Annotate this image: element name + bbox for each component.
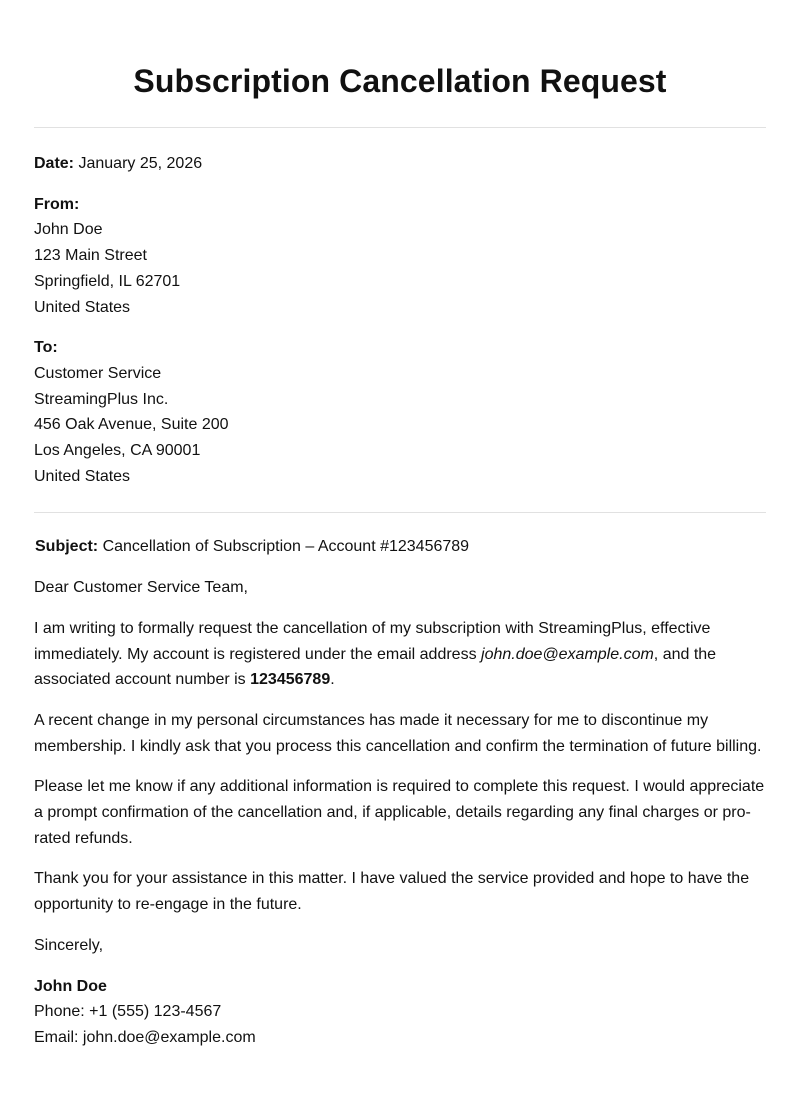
title-divider bbox=[34, 127, 766, 128]
p1-email: john.doe@example.com bbox=[481, 645, 654, 663]
recipient-city: Los Angeles, CA 90001 bbox=[34, 442, 201, 460]
recipient-country: United States bbox=[34, 467, 131, 485]
document-title: Subscription Cancellation Request bbox=[133, 63, 667, 99]
sender-address-block bbox=[34, 192, 766, 321]
recipient-street: 456 Oak Avenue, Suite 200 bbox=[34, 416, 229, 434]
closing: Sincerely, bbox=[34, 936, 104, 954]
body-paragraph-4: Thank you for your assistance in this matter. I have valued the service provided and hope to have the opportunity to re-engage in the future. bbox=[34, 870, 750, 914]
recipient-company: StreamingPlus Inc. bbox=[34, 390, 169, 408]
signature-phone: Phone: +1 (555) 123-4567 bbox=[34, 1003, 222, 1021]
date-line bbox=[34, 151, 766, 177]
subject-line bbox=[34, 534, 766, 560]
sender-name: John Doe bbox=[34, 221, 103, 239]
signature-name: John Doe bbox=[34, 977, 107, 995]
from-label: From: bbox=[34, 195, 80, 213]
subject-value: Cancellation of Subscription – Account #123456789 bbox=[102, 538, 470, 556]
body-paragraph-2: A recent change in my personal circumstances has made it necessary for me to discontinue my membership. I kindly ask that you process this cancellation and confirm the termination of future billing. bbox=[34, 711, 762, 755]
subject-label: Subject: bbox=[35, 538, 99, 556]
body-paragraph-1 bbox=[34, 616, 766, 693]
address-divider bbox=[34, 512, 766, 513]
recipient-address-block bbox=[34, 335, 766, 489]
recipient-department: Customer Service bbox=[34, 364, 162, 382]
p1-text-c: . bbox=[330, 671, 335, 689]
p1-text-a: I am writing to formally request the cancellation of my subscription with StreamingPlus, effective immediately. My account is registered under the email address bbox=[34, 619, 711, 663]
signature-block bbox=[34, 974, 766, 1051]
body-paragraph-3: Please let me know if any additional information is required to complete this request. I would appreciate a prompt confirmation of the cancellation and, if applicable, details regarding any final charges or pro-rated refunds. bbox=[34, 778, 765, 847]
sender-country: United States bbox=[34, 298, 131, 316]
p1-account-number: 123456789 bbox=[250, 671, 331, 689]
p1-text-b: , and the associated account number is bbox=[34, 645, 717, 689]
sender-city: Springfield, IL 62701 bbox=[34, 272, 181, 290]
signature-email: Email: john.doe@example.com bbox=[34, 1028, 256, 1046]
salutation: Dear Customer Service Team, bbox=[34, 579, 248, 597]
to-label: To: bbox=[34, 339, 58, 357]
sender-street: 123 Main Street bbox=[34, 247, 147, 265]
date-label: Date: bbox=[34, 155, 75, 172]
date-value: January 25, 2026 bbox=[78, 155, 203, 172]
